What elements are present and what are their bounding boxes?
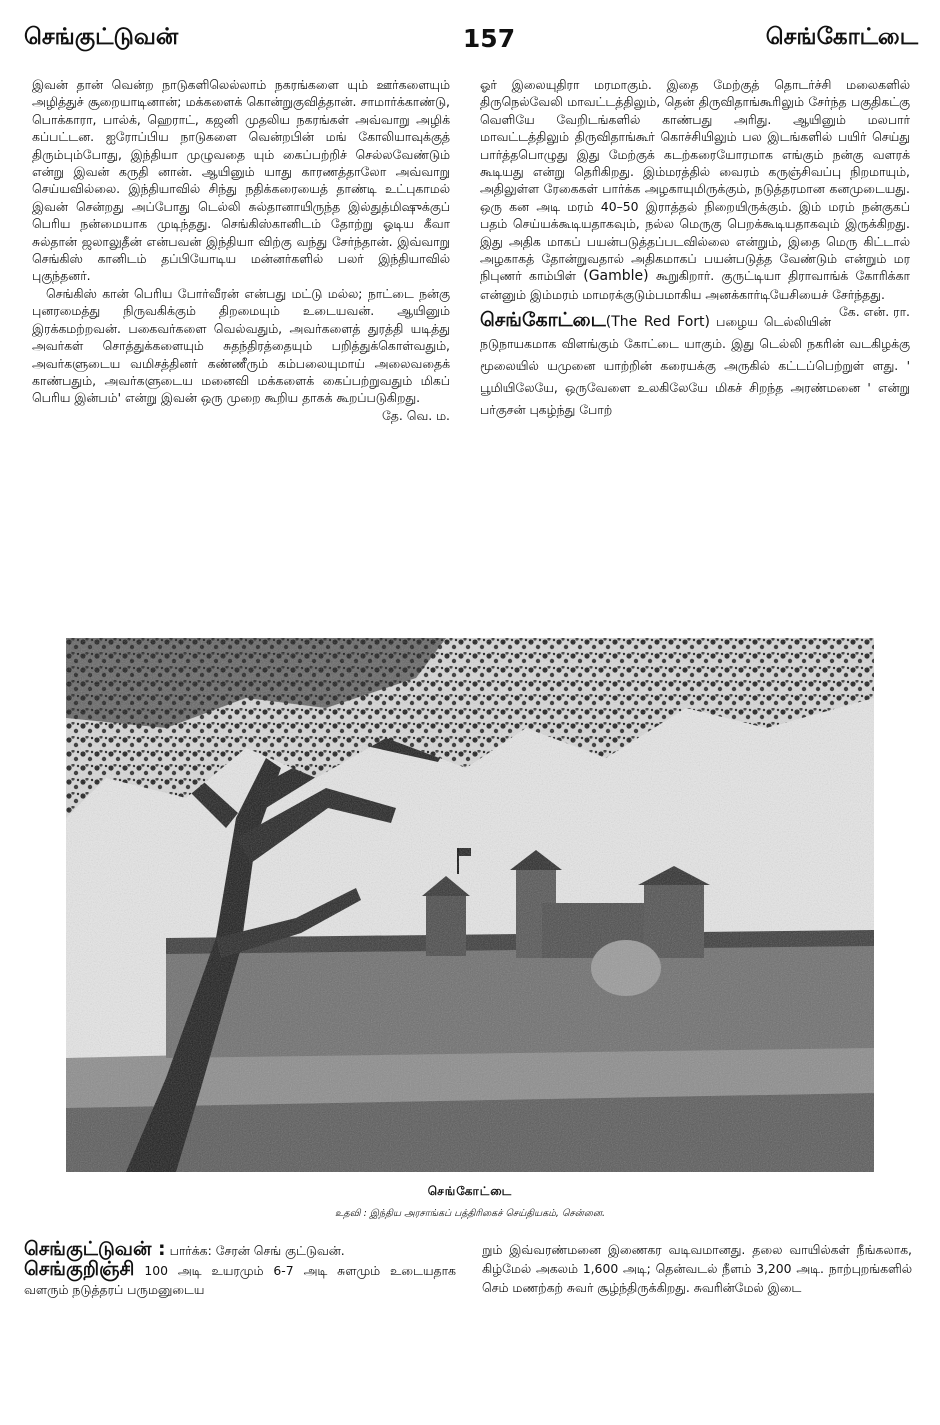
bottom-left-column <box>24 1240 456 1299</box>
entry-senguttuvan <box>24 1240 456 1260</box>
page-header <box>24 24 918 58</box>
entry-sengurinji-headword: செங்குறிஞ்சி <box>24 1258 135 1280</box>
right-paragraph-1-end: கூறுகிறார். குருட்டியா திராவாங்க் கோரிக்கா என்னும் இம்மரம் மாமரக்குடும்பமாகிய அனக்கார்டியேசியைச் சேர்ந்தது. <box>480 268 910 302</box>
right-paragraph-1 <box>480 76 910 320</box>
entry-sengurinji-text: 100 அடி உயரமும் 6-7 அடி சுளமும் உடையதாக வளரும் நடுத்தரப் பருமனுடைய <box>24 1263 456 1297</box>
header-right-word: செங்கோட்டை <box>765 24 918 50</box>
header-left-word: செங்குட்டுவன் <box>24 24 179 50</box>
left-paragraph-1: இவன் தான் வென்ற நாடுகளிலெல்லாம் நகரங்களை யும் ஊர்களையும் அழித்துச் சூறையாடினான்; மக்களைக் கொன்றுகுவித்தான். சாமார்க்காண்டு, பொக்காரா, பால்க், ஹெராட், கஜனி முதலிய நகரங்கள் அவ்வாறு அழிக் கப்பட்டன. ஐரோப்பிய நாடுகளை வென்றபின் மங் கோலியாவுக்குத் திரும்பும்போது, இந்தியா முழுவதை யும் கைப்பற்றிச் செல்லவேண்டும் என்று இவன் கருதி னான். ஆயினும் யாது காரணத்தாலோ அவ்வாறு செய்யவில்லை. இந்தியாவில் சிந்து நதிக்கரையைத் தாண்டி உட்புகாமல் இவன் சென்றது அப்போது டெல்லி சுல்தானாயிருந்த இல்துத்மிஷுக்குப் பெரிய நன்மையாக முடிந்தது. செங்கிஸ்கானிடம் தோற்று ஓடிய கீவா சுல்தான் ஜலாலுதீன் என்பவன் இந்தியா விற்கு வந்து சேர்ந்தான். இவ்வாறு செங்கிஸ் கானிடம் தப்பியோடிய மன்னர்களில் பலர் இந்தியாவில் புகுந்தனர். <box>32 77 450 284</box>
entry-senguttuvan-headword: செங்குட்டுவன் : <box>24 1238 166 1260</box>
figure-caption: செங்கோட்டை <box>427 1184 513 1198</box>
bottom-right-column <box>482 1240 912 1297</box>
author-initials-right: கே. என். ரா. <box>839 304 910 320</box>
right-column <box>480 76 910 421</box>
red-fort-headword: செங்கோட்டை <box>480 309 606 332</box>
left-paragraph-2 <box>32 285 450 423</box>
right-paragraph-1-text: ஓர் இலையுதிரா மரமாகும். இதை மேற்குத் தொடர்ச்சி மலைகளில் திருநெல்வேலி மாவட்டத்திலும், தென் திருவிதாங்கூரிலும் சேர்ந்த பகுதிகட்கு வெளியே வேறிடங்களில் காண்பது அரிது. ஆயினும் மலபார் மாவட்டத்திலும் திருவிதாங்கூர் கொச்சியிலும் பல இடங்களில் பயிர் செய்து பார்த்தபொழுது இது மேற்குக் கடற்கரையோரமாக எங்கும் நன்கு வளரக் கூடியது என்று தெரிகிறது. இம்மரத்தில் வைரம் கருஞ்சிவப்பு நிறமாயும், அதிலுள்ள ரேகைகள் பார்க்க அழகாயுமிருக்கும், நடுத்தரமான கனமுடையது. ஒரு கன அடி மரம் 40–50 இராத்தல் நிறையிருக்கும். இம் மரம் நன்குகப் பதம் செய்யக்கூடியதாகவும், நல்ல மெருகு பெறக்கூடியதாகவும் இருக்கிறது. இது அதிக மாகப் பயன்படுத்தப்படவில்லை என்றும், இதை மெரு கிட்டால் அழகாகத் தோன்றுவதால் அதிகமாகப் பயன்படுத்த வேண்டும் என்றும் மர நிபுணர் காம்பிள் <box>480 77 910 284</box>
author-initials-left: தே. வெ. ம. <box>381 407 450 423</box>
left-paragraph-2-text: செங்கிஸ் கான் பெரிய போர்வீரன் என்பது மட்டு மல்ல; நாட்டை நன்கு புனரமைத்து நிருவகிக்கும் திறமையும் உடையவன். ஆயினும் இரக்கமற்றவன். பகைவர்களை வெல்வதும், அவர்களைத் துரத்தி யடித்து அவர்கள் சொத்துக்களையும் சுதந்திரத்தையும் பறித்துக்கொள்வதும், அவர்களுடைய வமிசத்தினர் கண்ணீரும் கம்பலையுமாய் அலைவதைக் காண்பதும், அவர்களுடைய மனைவி மக்களைக் கைப்பற்றுவதும் மிகப் பெரிய இன்பம்' என்று இவன் ஒரு முறை கூறிய தாகக் கூறப்படுகிறது. <box>32 285 450 406</box>
entry-sengurinji <box>24 1260 456 1299</box>
red-fort-continuation: றும் இவ்வரண்மனை இணைகர வடிவமானது. தலை வாயில்கள் நீங்கலாக, கிழ்மேல் அகலம் 1,600 அடி; தென்வடல் நீளம் 3,200 அடி. நாற்புறங்களில் செம் மணற்கற் சுவர் சூழ்ந்திருக்கிறது. சுவரின்மேல் இடை <box>482 1242 912 1295</box>
page-number: 157 <box>462 24 516 53</box>
red-fort-photo <box>66 638 874 1172</box>
red-fort-english: (The Red Fort) <box>605 314 711 331</box>
gamble-term: (Gamble) <box>583 268 649 285</box>
entry-senguttuvan-text: பார்க்க: சேரன் செங் குட்டுவன். <box>169 1243 345 1258</box>
red-fort-entry <box>480 309 910 421</box>
red-fort-text: பழைய டெல்லியின் நடுநாயகமாக விளங்கும் கோட்டை யாகும். இது டெல்லி நகரின் வடகிழக்கு மூலையில் யமுனை யாற்றின் கரையக்கு அருகில் கட்டப்பெற்றுள் ளது. ' பூமியிலேயே, ஒருவேளை உலகிலேயே மிகச் சிறந்த அரண்மனை ' என்று பர்குசன் புகழ்ந்து போற் <box>480 314 910 418</box>
left-column <box>32 76 450 424</box>
figure-credit: உதவி : இந்திய அரசாங்கப் பத்திரிகைச் செய்தியகம், சென்னை. <box>334 1208 606 1219</box>
